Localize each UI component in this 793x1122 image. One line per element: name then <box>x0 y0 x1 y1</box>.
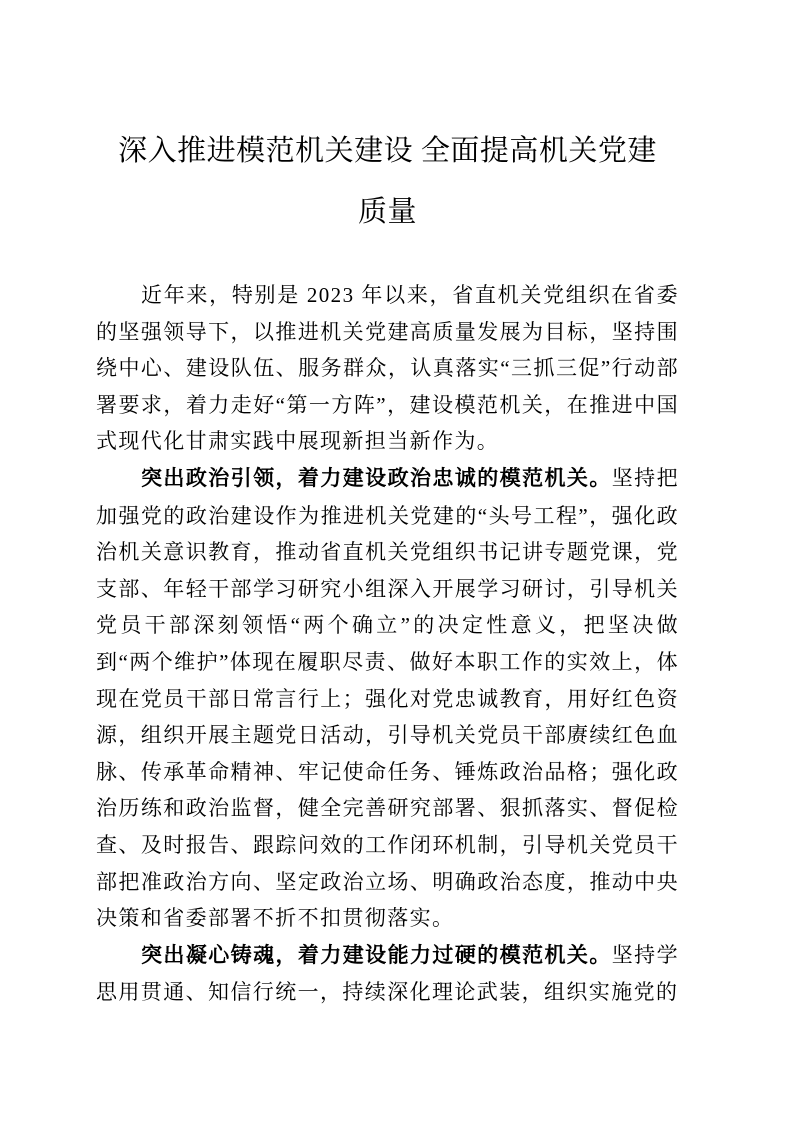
paragraph-capability-building <box>96 937 679 1011</box>
document-title <box>96 121 679 243</box>
paragraph-intro <box>96 277 679 460</box>
paragraph-text: 坚持把加强党的政治建设作为推进机关党建的“头号工程”，强化政治机关意识教育，推动省直机关党组织书记讲专题党课，党支部、年轻干部学习研究小组深入开展学习研讨，引导机关党员干部深刻领悟“两个确立”的决定性意义，把坚决做到“两个维护”体现在履职尽责、做好本职工作的实效上，体现在党员干部日常言行上；强化对党忠诚教育，用好红色资源，组织开展主题党日活动，引导机关党员干部赓续红色血脉、传承革命精神、牢记使命任务、锤炼政治品格；强化政治历练和政治监督，健全完善研究部署、狠抓落实、督促检查、及时报告、跟踪问效的工作闭环机制，引导机关党员干部把准政治方向、坚定政治立场、明确政治态度，推动中央决策和省委部署不折不扣贯彻落实。 <box>96 465 679 931</box>
paragraph-lead: 突出凝心铸魂，着力建设能力过硬的模范机关。 <box>141 943 612 967</box>
title-line-1: 深入推进模范机关建设 全面提高机关党建 <box>118 135 657 167</box>
document-body <box>96 277 679 1011</box>
paragraph-text: 坚持学思用贯通、知信行统一，持续深化理论武装，组织实施党的 <box>96 942 679 1005</box>
paragraph-political-leadership <box>96 460 679 937</box>
paragraph-lead: 突出政治引领，着力建设政治忠诚的模范机关。 <box>141 466 612 490</box>
paragraph-text: 近年来，特别是 2023 年以来，省直机关党组织在省委的坚强领导下，以推进机关党建高质量发展为目标，坚持围绕中心、建设队伍、服务群众，认真落实“三抓三促”行动部署要求，着力走好“第一方阵”，建设模范机关，在推进中国式现代化甘肃实践中展现新担当新作为。 <box>96 283 679 454</box>
title-line-2: 质量 <box>357 196 417 228</box>
